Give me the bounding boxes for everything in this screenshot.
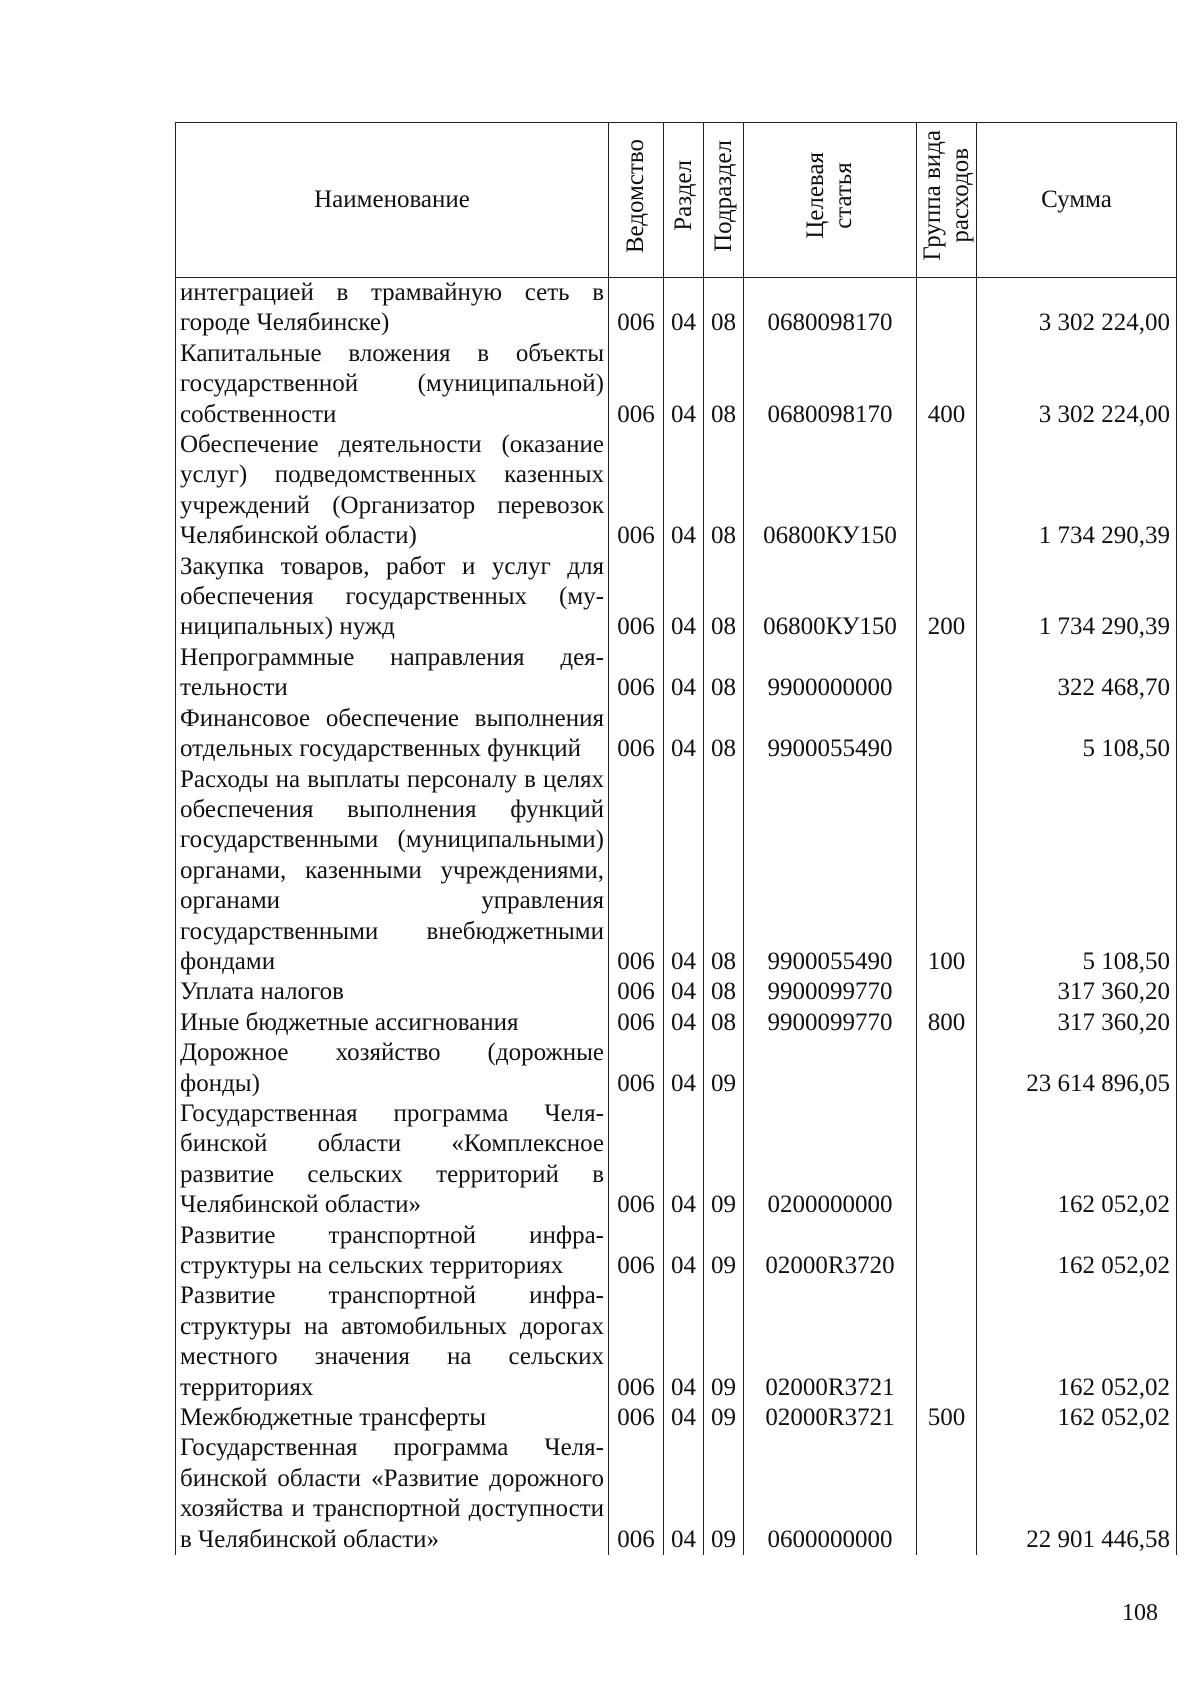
row-gruppa: [917, 977, 977, 1007]
row-name: Развитие транспортной инфраструктуры на сельских территориях: [176, 1221, 609, 1282]
row-gruppa: [917, 1281, 977, 1403]
row-summa: 1 734 290,39: [977, 430, 1177, 552]
row-gruppa: [917, 1099, 977, 1221]
header-summa: Сумма: [977, 123, 1177, 278]
row-summa: 3 302 224,00: [977, 339, 1177, 430]
row-summa: 1 734 290,39: [977, 552, 1177, 643]
row-podrazdel: 09: [704, 1038, 744, 1099]
table-row: [176, 1038, 1177, 1099]
row-razdel: 04: [664, 1038, 704, 1099]
table-row: [176, 1403, 1177, 1433]
header-podrazdel: Подраздел: [709, 139, 737, 252]
row-name: интеграцией в трамвайную сеть в городе Челябинске): [176, 278, 609, 339]
row-razdel: 04: [664, 1403, 704, 1433]
row-vedomstvo: 006: [609, 1433, 664, 1555]
row-gruppa: [917, 278, 977, 339]
row-vedomstvo: 006: [609, 1008, 664, 1038]
row-podrazdel: 08: [704, 765, 744, 978]
row-gruppa: [917, 430, 977, 552]
row-summa: 5 108,50: [977, 765, 1177, 978]
header-razdel: Раздел: [669, 160, 697, 232]
row-celevaya: 06800КУ150: [744, 552, 917, 643]
row-name: Межбюджетные трансферты: [176, 1403, 609, 1433]
row-summa: 3 302 224,00: [977, 278, 1177, 339]
row-celevaya: 02000R3720: [744, 1221, 917, 1282]
row-gruppa: 800: [917, 1008, 977, 1038]
row-gruppa: 500: [917, 1403, 977, 1433]
row-gruppa: [917, 1433, 977, 1555]
row-vedomstvo: 006: [609, 339, 664, 430]
row-name: Закупка товаров, работ и услуг для обеспечения государственных (муниципальных) нужд: [176, 552, 609, 643]
row-name: Иные бюджетные ассигнования: [176, 1008, 609, 1038]
row-razdel: 04: [664, 704, 704, 765]
row-celevaya: 0600000000: [744, 1433, 917, 1555]
row-celevaya: 06800КУ150: [744, 430, 917, 552]
row-vedomstvo: 006: [609, 552, 664, 643]
budget-table-container: [175, 122, 1176, 1555]
row-celevaya: 9900055490: [744, 765, 917, 978]
table-row: [176, 643, 1177, 704]
row-summa: 322 468,70: [977, 643, 1177, 704]
row-name: Расходы на выплаты персоналу в целях обеспечения выполнения функций государственными (муниципальными) органами, казенными учреждениями, органами управления государственными внебюджетными фондами: [176, 765, 609, 978]
table-row: [176, 1433, 1177, 1555]
row-summa: 162 052,02: [977, 1403, 1177, 1433]
row-name: Развитие транспортной инфраструктуры на автомобильных дорогах местного значения на сельских территориях: [176, 1281, 609, 1403]
row-gruppa: 200: [917, 552, 977, 643]
row-razdel: 04: [664, 977, 704, 1007]
row-celevaya: 02000R3721: [744, 1403, 917, 1433]
row-celevaya: 02000R3721: [744, 1281, 917, 1403]
row-summa: 317 360,20: [977, 1008, 1177, 1038]
row-vedomstvo: 006: [609, 704, 664, 765]
table-row: [176, 1221, 1177, 1282]
table-row: [176, 430, 1177, 552]
header-vedomstvo: Ведомство: [622, 138, 649, 253]
row-celevaya: 0680098170: [744, 339, 917, 430]
row-name: Государственная программа Челябинской области «Развитие дорожного хозяйства и транспортной доступности в Челябинской области»: [176, 1433, 609, 1555]
row-podrazdel: 08: [704, 552, 744, 643]
row-celevaya: 9900000000: [744, 643, 917, 704]
table-row: [176, 1281, 1177, 1403]
table-row: [176, 278, 1177, 339]
row-razdel: 04: [664, 1099, 704, 1221]
row-podrazdel: 08: [704, 430, 744, 552]
row-summa: 317 360,20: [977, 977, 1177, 1007]
row-podrazdel: 09: [704, 1403, 744, 1433]
row-razdel: 04: [664, 430, 704, 552]
table-row: [176, 977, 1177, 1007]
header-celevaya-cell: [744, 123, 917, 278]
header-name: Наименование: [176, 123, 609, 278]
row-razdel: 04: [664, 1433, 704, 1555]
row-gruppa: 400: [917, 339, 977, 430]
row-podrazdel: 09: [704, 1221, 744, 1282]
row-name: Государственная программа Челябинской области «Комплексное развитие сельских территорий в Челябинской области»: [176, 1099, 609, 1221]
row-vedomstvo: 006: [609, 643, 664, 704]
row-vedomstvo: 006: [609, 1221, 664, 1282]
header-razdel-cell: [664, 123, 704, 278]
row-podrazdel: 09: [704, 1281, 744, 1403]
row-razdel: 04: [664, 643, 704, 704]
row-celevaya: [744, 1038, 917, 1099]
row-podrazdel: 08: [704, 1008, 744, 1038]
row-summa: 23 614 896,05: [977, 1038, 1177, 1099]
row-gruppa: [917, 643, 977, 704]
row-name: Непрограммные направления деятельности: [176, 643, 609, 704]
row-razdel: 04: [664, 278, 704, 339]
row-gruppa: [917, 1221, 977, 1282]
table-row: [176, 339, 1177, 430]
header-vedomstvo-cell: [609, 123, 664, 278]
table-row: [176, 1008, 1177, 1038]
row-vedomstvo: 006: [609, 1403, 664, 1433]
row-celevaya: 9900055490: [744, 704, 917, 765]
row-podrazdel: 08: [704, 977, 744, 1007]
table-row: [176, 704, 1177, 765]
table-body: [176, 278, 1177, 1556]
row-podrazdel: 08: [704, 339, 744, 430]
page-number: 108: [1122, 1600, 1158, 1626]
header-podrazdel-cell: [704, 123, 744, 278]
row-summa: 162 052,02: [977, 1221, 1177, 1282]
row-razdel: 04: [664, 765, 704, 978]
row-gruppa: [917, 1038, 977, 1099]
row-razdel: 04: [664, 552, 704, 643]
row-celevaya: 9900099770: [744, 1008, 917, 1038]
table-row: [176, 552, 1177, 643]
row-podrazdel: 09: [704, 1099, 744, 1221]
row-name: Капитальные вложения в объекты государственной (муниципальной) собственности: [176, 339, 609, 430]
row-name: Уплата налогов: [176, 977, 609, 1007]
row-vedomstvo: 006: [609, 430, 664, 552]
row-vedomstvo: 006: [609, 1099, 664, 1221]
row-summa: 162 052,02: [977, 1099, 1177, 1221]
row-celevaya: 0200000000: [744, 1099, 917, 1221]
row-vedomstvo: 006: [609, 1038, 664, 1099]
header-gruppa: Группа вида расходов: [918, 130, 974, 262]
row-gruppa: [917, 704, 977, 765]
table-row: [176, 765, 1177, 978]
row-razdel: 04: [664, 339, 704, 430]
row-celevaya: 9900099770: [744, 977, 917, 1007]
budget-table: [175, 122, 1177, 1555]
header-celevaya: Целевая статья: [802, 152, 857, 240]
row-name: Дорожное хозяйство (дорожные фонды): [176, 1038, 609, 1099]
table-header-row: [176, 123, 1177, 278]
row-vedomstvo: 006: [609, 278, 664, 339]
header-gruppa-cell: [917, 123, 977, 278]
row-vedomstvo: 006: [609, 977, 664, 1007]
row-celevaya: 0680098170: [744, 278, 917, 339]
row-podrazdel: 08: [704, 278, 744, 339]
row-podrazdel: 08: [704, 704, 744, 765]
row-razdel: 04: [664, 1008, 704, 1038]
row-name: Финансовое обеспечение выполнения отдельных государственных функций: [176, 704, 609, 765]
row-podrazdel: 08: [704, 643, 744, 704]
row-name: Обеспечение деятельности (оказание услуг) подведомственных казенных учреждений (Организатор перевозок Челябинской области): [176, 430, 609, 552]
row-summa: 22 901 446,58: [977, 1433, 1177, 1555]
row-podrazdel: 09: [704, 1433, 744, 1555]
row-gruppa: 100: [917, 765, 977, 978]
row-razdel: 04: [664, 1221, 704, 1282]
table-row: [176, 1099, 1177, 1221]
row-summa: 162 052,02: [977, 1281, 1177, 1403]
row-vedomstvo: 006: [609, 765, 664, 978]
row-razdel: 04: [664, 1281, 704, 1403]
row-vedomstvo: 006: [609, 1281, 664, 1403]
row-summa: 5 108,50: [977, 704, 1177, 765]
